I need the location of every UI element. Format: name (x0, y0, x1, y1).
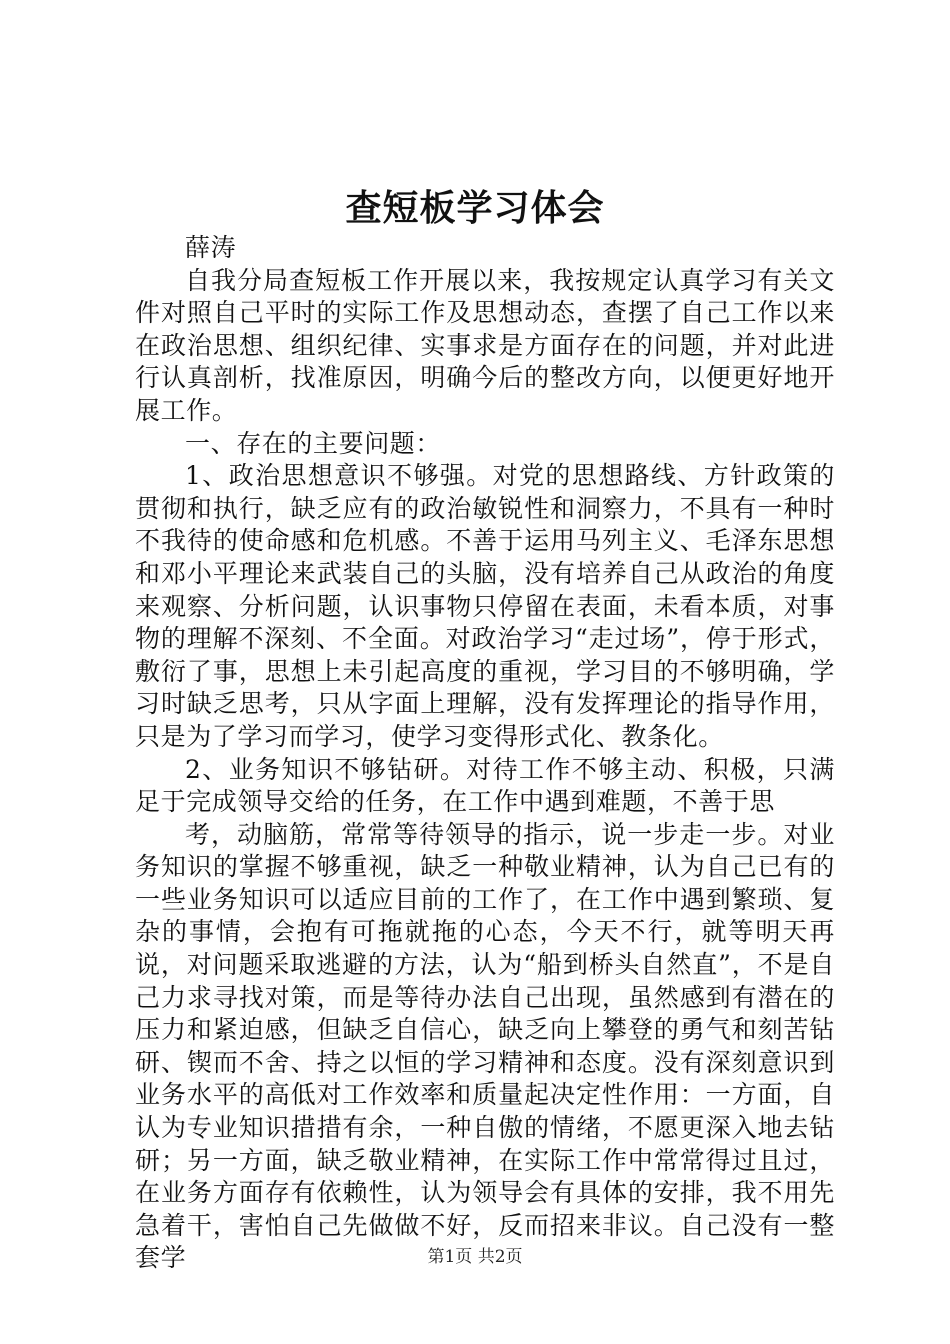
paragraph-business-continued: 考，动脑筋，常常等待领导的指示，说一步走一步。对业务知识的掌握不够重视，缺乏一种敬业精神，认为自己已有的一些业务知识可以适应目前的工作了，在工作中遇到繁琐、复杂的事情，会抱有可拖就拖的心态，今天不行，就等明天再说，对问题采取逃避的方法，认为“船到桥头自然直”，不是自己力求寻找对策，而是等待办法自己出现，虽然感到有潜在的压力和紧迫感，但缺乏自信心，缺乏向上攀登的勇气和刻苦钻研、锲而不舍、持之以恒的学习精神和态度。没有深刻意识到业务水平的高低对工作效率和质量起决定性作用：一方面，自认为专业知识措措有余，一种自傲的情绪，不愿更深入地去钻研；另一方面，缺乏敬业精神，在实际工作中常常得过且过，在业务方面存有依赖性，认为领导会有具体的安排，我不用先急着干，害怕自己先做做不好，反而招来非议。自己没有一整套学 (135, 819, 835, 1273)
page-number-footer: 第1页 共2页 (427, 1247, 523, 1267)
document-title: 查短板学习体会 (345, 187, 605, 229)
document-body (135, 232, 835, 1275)
paragraph-intro: 自我分局查短板工作开展以来，我按规定认真学习有关文件对照自己平时的实际工作及思想动态，查摆了自己工作以来在政治思想、组织纪律、实事求是方面存在的问题，并对此进行认真剖析，找准原因，明确今后的整改方向，以便更好地开展工作。 (135, 265, 835, 425)
paragraph-political: 1、政治思想意识不够强。对党的思想路线、方针政策的贯彻和执行，缺乏应有的政治敏锐性和洞察力，不具有一种时不我待的使命感和危机感。不善于运用马列主义、毛泽东思想和邓小平理论来武装自己的头脑，没有培养自己从政治的角度来观察、分析问题，认识事物只停留在表面，未看本质，对事物的理解不深刻、不全面。对政治学习“走过场”，停于形式，敷衍了事，思想上未引起高度的重视，学习目的不够明确，学习时缺乏思考，只从字面上理解，没有发挥理论的指导作用，只是为了学习而学习，使学习变得形式化、教条化。 (135, 461, 835, 751)
section-heading-problems: 一、存在的主要问题： (185, 428, 442, 458)
author-line: 薛涛 (185, 233, 237, 262)
paragraph-business-knowledge: 2、业务知识不够钻研。对待工作不够主动、积极，只满足于完成领导交给的任务，在工作中遇到难题，不善于思 (135, 754, 835, 817)
